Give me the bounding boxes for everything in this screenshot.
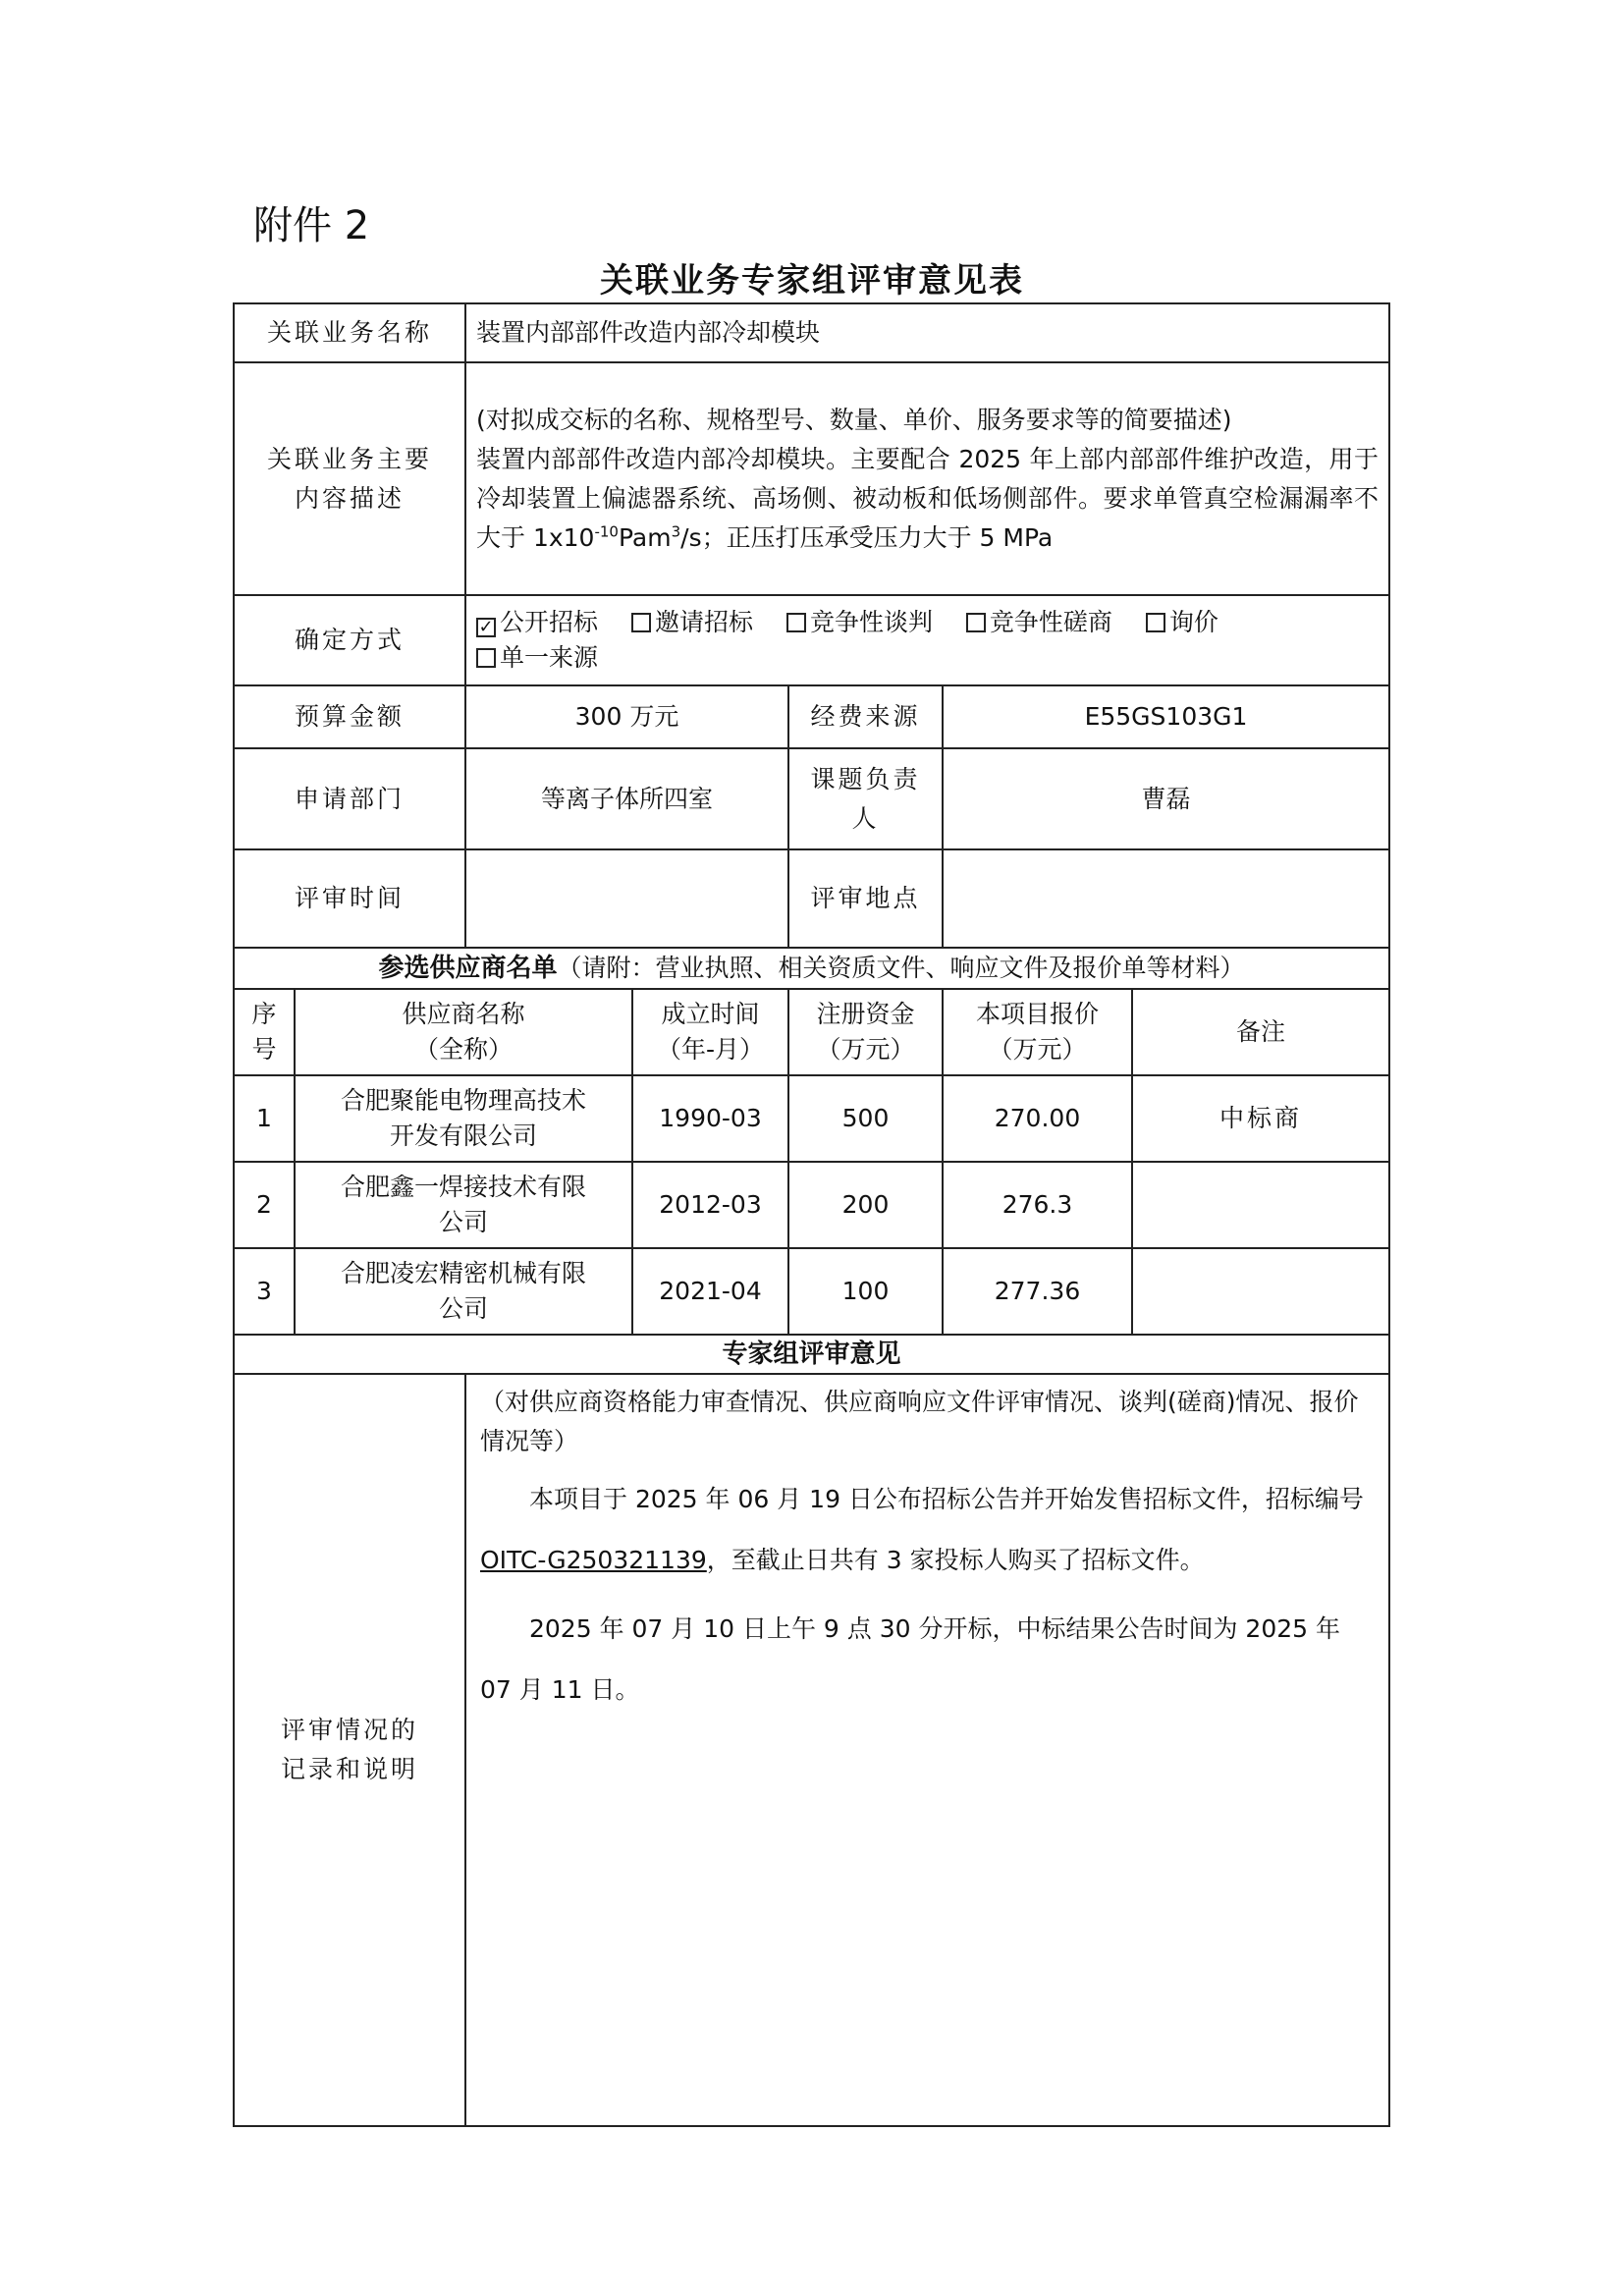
supplier-no: 3	[234, 1248, 295, 1335]
description-content	[465, 362, 1389, 595]
supplier-name-line2: 开发有限公司	[389, 1121, 537, 1150]
supplier-no: 2	[234, 1162, 295, 1248]
tender-code: OITC-G250321139	[480, 1546, 707, 1574]
description-label-line2: 内容描述	[294, 483, 405, 513]
option-competitive-consultation-label: 竞争性磋商	[989, 608, 1112, 636]
supplier-no: 1	[234, 1075, 295, 1162]
review-content	[465, 1374, 1389, 2126]
suppliers-title-text: 参选供应商名单	[378, 954, 558, 983]
fund-source-value: E55GS103G1	[943, 685, 1389, 748]
review-time-label: 评审时间	[234, 849, 465, 948]
description-hint: (对拟成交标的名称、规格型号、数量、单价、服务要求等的简要描述)	[476, 405, 1232, 434]
row-department	[234, 748, 1389, 849]
row-budget	[234, 685, 1389, 748]
supplier-date: 2021-04	[632, 1248, 788, 1335]
budget-value: 300 万元	[465, 685, 788, 748]
business-name-label: 关联业务名称	[234, 303, 465, 362]
suppliers-section-note: （请附：营业执照、相关资质文件、响应文件及报价单等材料）	[557, 954, 1245, 982]
col-header-quote-line1: 本项目报价	[975, 1000, 1099, 1028]
option-open-tender-label: 公开招标	[500, 608, 599, 636]
review-record-label	[234, 1374, 465, 2126]
col-header-remark: 备注	[1132, 989, 1389, 1075]
leak-rate-exponent: -10	[594, 522, 619, 541]
review-hint: （对供应商资格能力审查情况、供应商响应文件评审情况、谈判(磋商)情况、报价情况等）	[480, 1388, 1359, 1455]
row-review-body	[234, 1374, 1389, 2126]
option-single-source-label: 单一来源	[500, 643, 599, 672]
col-header-quote	[943, 989, 1132, 1075]
department-label: 申请部门	[234, 748, 465, 849]
supplier-table-header	[234, 989, 1389, 1075]
supplier-name	[295, 1248, 632, 1335]
col-header-quote-line2: （万元）	[988, 1035, 1087, 1064]
supplier-remark	[1132, 1248, 1389, 1335]
review-place-value[interactable]	[943, 849, 1389, 948]
method-options	[465, 595, 1389, 685]
review-record-label-line1: 评审情况的	[280, 1716, 418, 1744]
table-row	[234, 1075, 1389, 1162]
checkbox-inquiry[interactable]	[1146, 613, 1165, 632]
review-place-label: 评审地点	[788, 849, 943, 948]
method-label: 确定方式	[234, 595, 465, 685]
supplier-capital: 500	[788, 1075, 943, 1162]
supplier-name-line2: 公司	[438, 1208, 488, 1236]
option-inquiry-label: 询价	[1168, 608, 1218, 636]
checkbox-invited-tender[interactable]	[631, 613, 651, 632]
review-record-label-line2: 记录和说明	[280, 1755, 418, 1783]
supplier-name-line1: 合肥凌宏精密机械有限	[340, 1259, 586, 1287]
suppliers-section-title	[234, 948, 1389, 989]
fund-source-label: 经费来源	[788, 685, 943, 748]
checkbox-open-tender[interactable]: ✓	[476, 618, 496, 637]
description-text	[476, 440, 1379, 558]
supplier-name-line2: 公司	[438, 1294, 488, 1323]
option-competitive-negotiation-label: 竞争性谈判	[809, 608, 933, 636]
checkbox-competitive-negotiation[interactable]	[786, 613, 806, 632]
col-header-date-line2: （年-月）	[656, 1035, 765, 1064]
supplier-quote: 276.3	[943, 1162, 1132, 1248]
review-paragraph-2: 2025 年 07 月 10 日上午 9 点 30 分开标，中标结果公告时间为 2025 年 07 月 11 日。	[480, 1614, 1341, 1704]
supplier-remark	[1132, 1162, 1389, 1248]
row-suppliers-section	[234, 948, 1389, 989]
review-paragraph-1-a: 本项目于 2025 年 06 月 19 日公布招标公告并开始发售招标文件，招标编号	[529, 1485, 1364, 1513]
project-leader-value: 曹磊	[943, 748, 1389, 849]
attachment-label: 附件 2	[253, 203, 370, 248]
row-description	[234, 362, 1389, 595]
leak-rate-unit: Pam	[618, 522, 672, 552]
review-section-title: 专家组评审意见	[234, 1335, 1389, 1374]
supplier-date: 2012-03	[632, 1162, 788, 1248]
review-paragraph-1-b: ，至截止日共有 3 家投标人购买了招标文件。	[706, 1546, 1205, 1574]
supplier-name	[295, 1162, 632, 1248]
description-text-main: 装置内部部件改造内部冷却模块。主要配合 2025 年上部内部部件维护改造，用于冷却装置上偏滤器系统、高场侧、被动板和低场侧部件。要求单管真空检漏漏率不大于 1x10	[476, 444, 1379, 552]
description-label	[234, 362, 465, 595]
project-leader-label: 课题负责人	[788, 748, 943, 849]
supplier-name-line1: 合肥聚能电物理高技术	[340, 1086, 586, 1115]
option-competitive-consultation[interactable]	[966, 608, 1112, 636]
col-header-date	[632, 989, 788, 1075]
option-single-source[interactable]	[476, 643, 598, 672]
leak-rate-unit-exponent: 3	[671, 522, 681, 541]
supplier-name-line1: 合肥鑫一焊接技术有限	[340, 1173, 586, 1201]
budget-label: 预算金额	[234, 685, 465, 748]
col-header-name-line2: （全称）	[413, 1035, 513, 1064]
checkbox-single-source[interactable]	[476, 648, 496, 668]
business-name-value: 装置内部部件改造内部冷却模块	[465, 303, 1389, 362]
col-header-no-line2: 号	[251, 1035, 277, 1064]
col-header-name-line1: 供应商名称	[402, 1000, 525, 1028]
supplier-capital: 200	[788, 1162, 943, 1248]
col-header-capital-line2: （万元）	[816, 1035, 915, 1064]
col-header-capital	[788, 989, 943, 1075]
col-header-capital-line1: 注册资金	[816, 1000, 915, 1028]
option-competitive-negotiation[interactable]	[786, 608, 933, 636]
row-review-time	[234, 849, 1389, 948]
supplier-quote: 270.00	[943, 1075, 1132, 1162]
description-text-tail: /s；正压打压承受压力大于 5 MPa	[680, 522, 1054, 552]
col-header-name	[295, 989, 632, 1075]
option-invited-tender[interactable]	[631, 608, 753, 636]
row-business-name	[234, 303, 1389, 362]
supplier-name	[295, 1075, 632, 1162]
col-header-no	[234, 989, 295, 1075]
option-open-tender[interactable]	[476, 608, 598, 636]
col-header-date-line1: 成立时间	[661, 1000, 760, 1028]
col-header-no-line1: 序	[251, 1000, 277, 1028]
option-invited-tender-label: 邀请招标	[654, 608, 753, 636]
checkbox-competitive-consultation[interactable]	[966, 613, 986, 632]
review-paragraph-1	[480, 1469, 1375, 1591]
option-inquiry[interactable]	[1146, 608, 1218, 636]
supplier-capital: 100	[788, 1248, 943, 1335]
supplier-quote: 277.36	[943, 1248, 1132, 1335]
table-row	[234, 1162, 1389, 1248]
description-label-line1: 关联业务主要	[266, 444, 432, 473]
table-row	[234, 1248, 1389, 1335]
form-title: 关联业务专家组评审意见表	[600, 261, 1024, 301]
department-value: 等离子体所四室	[465, 748, 788, 849]
supplier-date: 1990-03	[632, 1075, 788, 1162]
review-time-value[interactable]	[465, 849, 788, 948]
row-review-section	[234, 1335, 1389, 1374]
supplier-remark: 中标商	[1132, 1075, 1389, 1162]
review-form-table	[233, 302, 1390, 2127]
row-method	[234, 595, 1389, 685]
